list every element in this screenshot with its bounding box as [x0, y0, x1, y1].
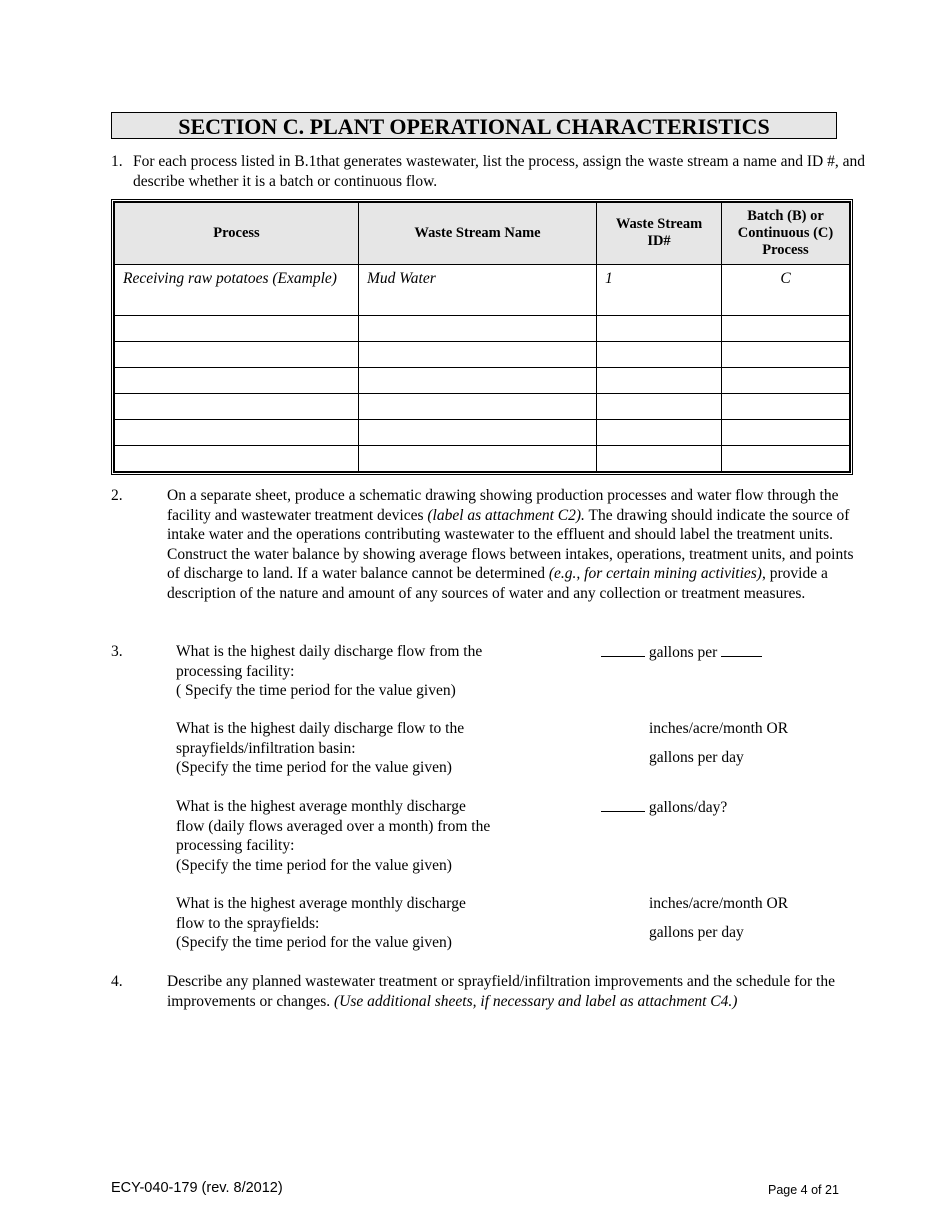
process-cell[interactable] — [115, 419, 359, 445]
waste-stream-table — [111, 199, 853, 475]
section-title: SECTION C. PLANT OPERATIONAL CHARACTERISTICS — [111, 112, 837, 139]
table-row — [115, 419, 850, 445]
question-3b-answer-2: gallons per day — [649, 749, 744, 766]
question-number: 4. — [111, 973, 123, 990]
table-row — [115, 393, 850, 419]
blank-field[interactable] — [601, 642, 645, 657]
id-cell[interactable] — [597, 445, 722, 471]
name-cell[interactable] — [359, 419, 597, 445]
question-number: 2. — [111, 487, 123, 504]
process-cell[interactable] — [115, 445, 359, 471]
type-cell[interactable] — [722, 367, 850, 393]
id-cell[interactable] — [597, 367, 722, 393]
example-stream-type: C — [722, 264, 850, 315]
name-cell[interactable] — [359, 367, 597, 393]
column-header-waste-stream-name: Waste Stream Name — [359, 203, 597, 265]
form-id: ECY-040-179 (rev. 8/2012) — [111, 1180, 283, 1196]
id-cell[interactable] — [597, 341, 722, 367]
name-cell[interactable] — [359, 315, 597, 341]
name-cell[interactable] — [359, 393, 597, 419]
process-cell[interactable] — [115, 393, 359, 419]
question-3b-text: What is the highest daily discharge flow to the sprayfields/infiltration basin: (Specify the time period for the value given) — [176, 720, 465, 776]
question-3c-answer: gallons/day? — [601, 797, 727, 818]
example-stream-name: Mud Water — [359, 264, 597, 315]
type-cell[interactable] — [722, 393, 850, 419]
table-row — [115, 445, 850, 471]
question-3b-answer-1: inches/acre/month OR — [649, 720, 789, 737]
question-2-text: On a separate sheet, produce a schematic drawing showing production processes and water flow through the facility and wastewater treatment devices (label as attachment C2). The drawing should indicate the source of intake water and the operations contributing wastewater to the effluent and should label the treatment units. Construct the water balance by showing average flows between intakes, operations, treatment units, and points of discharge to land. If a water balance cannot be determined (e.g., for certain mining activities), provide a description of the nature and amount of any sources of water and any collection or treatment measures. — [167, 487, 854, 602]
process-cell[interactable] — [115, 315, 359, 341]
column-header-waste-stream-id: Waste Stream ID# — [597, 203, 722, 265]
type-cell[interactable] — [722, 445, 850, 471]
blank-field[interactable] — [721, 642, 762, 657]
example-process: Receiving raw potatoes (Example) — [115, 264, 359, 315]
table-row — [115, 367, 850, 393]
type-cell[interactable] — [722, 419, 850, 445]
id-cell[interactable] — [597, 419, 722, 445]
question-number: 1. — [111, 153, 123, 170]
name-cell[interactable] — [359, 445, 597, 471]
question-3d-answer-2: gallons per day — [649, 924, 744, 941]
example-stream-id: 1 — [597, 264, 722, 315]
column-header-batch-continuous: Batch (B) or Continuous (C) Process — [722, 203, 850, 265]
table-row — [115, 341, 850, 367]
table-row — [115, 315, 850, 341]
question-3a-answer: gallons per — [601, 642, 762, 663]
process-cell[interactable] — [115, 341, 359, 367]
id-cell[interactable] — [597, 315, 722, 341]
page-number: Page 4 of 21 — [768, 1183, 839, 1197]
question-number: 3. — [111, 643, 123, 660]
question-4-text: Describe any planned wastewater treatment or sprayfield/infiltration improvements and the schedule for the improvements or changes. (Use additional sheets, if necessary and label as attachment C4.) — [167, 973, 835, 1010]
blank-field[interactable] — [601, 797, 645, 812]
column-header-process: Process — [115, 203, 359, 265]
id-cell[interactable] — [597, 393, 722, 419]
process-cell[interactable] — [115, 367, 359, 393]
type-cell[interactable] — [722, 315, 850, 341]
question-text: For each process listed in B.1that generates wastewater, list the process, assign the waste stream a name and ID #, and describe whether it is a batch or continuous flow. — [133, 153, 865, 190]
question-3d-answer-1: inches/acre/month OR — [649, 895, 789, 912]
name-cell[interactable] — [359, 341, 597, 367]
table-row — [115, 264, 850, 315]
question-3c-text: What is the highest average monthly discharge flow (daily flows averaged over a month) from the processing facility: (Specify the time period for the value given) — [176, 798, 491, 874]
question-3a-text: What is the highest daily discharge flow from the processing facility: ( Specify the time period for the value given) — [176, 643, 483, 699]
type-cell[interactable] — [722, 341, 850, 367]
question-3d-text: What is the highest average monthly discharge flow to the sprayfields: (Specify the time period for the value given) — [176, 895, 466, 951]
